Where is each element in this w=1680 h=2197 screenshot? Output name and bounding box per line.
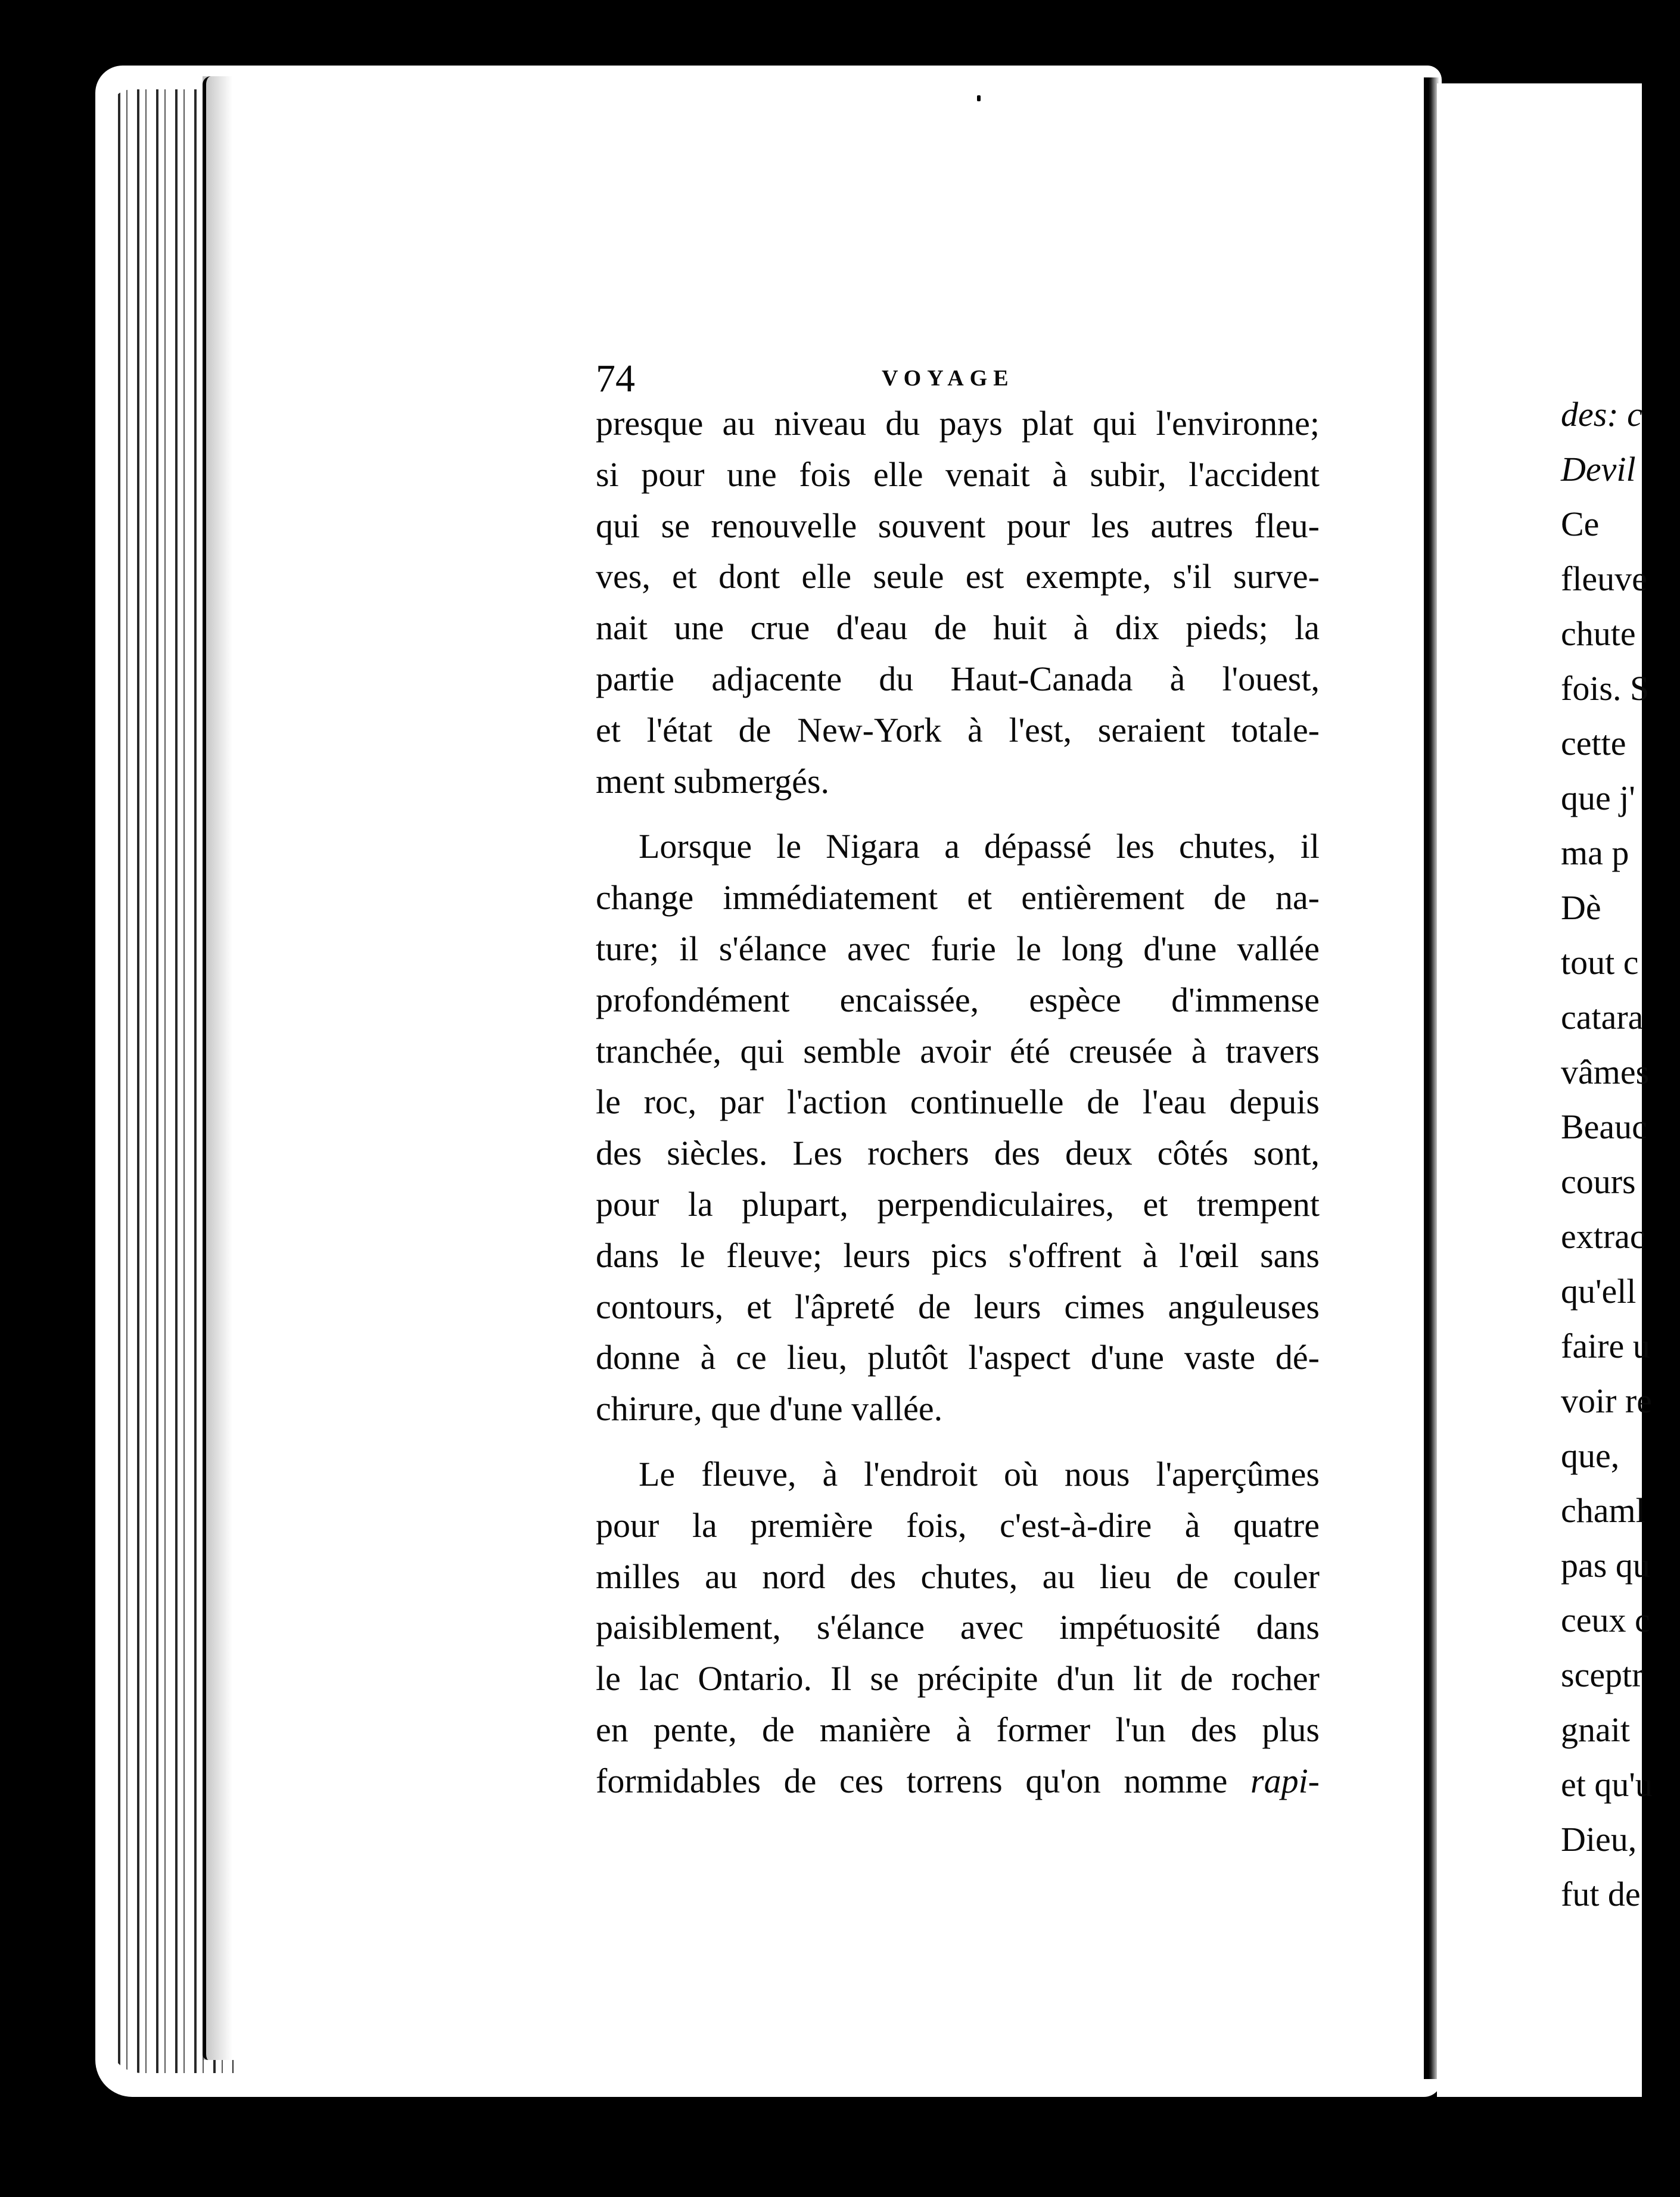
text-line: des siècles. Les rochers des deux côtés sont, [596, 1134, 1320, 1173]
left-page-text [596, 355, 1320, 1821]
text-line: et l'état de New-York à l'est, seraient totale- [596, 710, 1320, 749]
text-line: dans le fleuve; leurs pics s'offrent à l'œil sans [596, 1236, 1320, 1275]
left-page-shadow [203, 76, 232, 2060]
right-page-line: vâmes [1561, 1053, 1650, 1091]
right-page-line: sceptr [1561, 1655, 1644, 1694]
right-page-line: Beauc [1561, 1107, 1647, 1146]
text-line: ves, et dont elle seule est exempte, s'il surve- [596, 557, 1320, 596]
text-line: paisiblement, s'élance avec impétuosité dans [596, 1608, 1320, 1647]
text-line: si pour une fois elle venait à subir, l'accident [596, 455, 1320, 494]
text-line: tranchée, qui semble avoir été creusée à travers [596, 1031, 1320, 1071]
italic-word: rapi- [1250, 1761, 1320, 1800]
text-line: le roc, par l'action continuelle de l'eau depuis [596, 1082, 1320, 1122]
page-number: 74 [596, 357, 635, 400]
right-page-line: pas qu [1561, 1546, 1650, 1585]
right-page-line: et qu'u [1561, 1765, 1653, 1804]
paragraph [596, 1449, 1320, 1807]
right-page-line: cours [1561, 1162, 1636, 1201]
text-line: nait une crue d'eau de huit à dix pieds; la [596, 608, 1320, 648]
right-page-line: extrac [1561, 1217, 1645, 1256]
right-page-line: fleuve [1561, 559, 1647, 598]
running-head [596, 355, 1320, 409]
text-line: Lorsque le Nigara a dépassé les chutes, il [639, 827, 1320, 866]
right-page-line: voir re [1561, 1381, 1652, 1420]
text-line: ment submergés. [596, 761, 829, 801]
text-line: milles au nord des chutes, au lieu de couler [596, 1557, 1320, 1596]
text-line: Le fleuve, à l'endroit où nous l'aperçûmes [639, 1454, 1320, 1493]
text-line: qui se renouvelle souvent pour les autres fleu- [596, 506, 1320, 545]
text-line: ture; il s'élance avec furie le long d'une vallée [596, 929, 1320, 968]
right-page-line: chaml [1561, 1491, 1645, 1530]
right-page-line: ceux c [1561, 1601, 1650, 1639]
text-line: presque au niveau du pays plat qui l'environne; [596, 404, 1320, 443]
text-line: contours, et l'âpreté de leurs cimes anguleuses [596, 1287, 1320, 1326]
page-header-title: VOYAGE [882, 366, 1015, 391]
text-line: donne à ce lieu, plutôt l'aspect d'une vaste dé- [596, 1338, 1320, 1377]
right-page-line: Dieu, [1561, 1820, 1637, 1859]
right-page-line: fut de [1561, 1875, 1641, 1913]
text-line: formidables de ces torrens qu'on nomme rapi- [596, 1761, 1320, 1800]
ink-speck [977, 95, 981, 101]
paragraph [596, 821, 1320, 1434]
right-page-line: que j' [1561, 779, 1635, 817]
text-line: pour la première fois, c'est-à-dire à quatre [596, 1505, 1320, 1545]
text-line: profondément encaissée, espèce d'immense [596, 980, 1320, 1019]
right-page-line: que, [1561, 1436, 1620, 1475]
right-page-line: chute [1561, 614, 1636, 653]
right-page-line: qu'ell [1561, 1272, 1637, 1311]
text-line: en pente, de manière à former l'un des plus [596, 1710, 1320, 1749]
right-page-line: Devil [1561, 450, 1636, 488]
text-line: chirure, que d'une vallée. [596, 1389, 943, 1429]
right-page-line: gnait [1561, 1710, 1630, 1749]
text-line: change immédiatement et entièrement de na- [596, 878, 1320, 917]
right-page-line: faire u [1561, 1327, 1650, 1365]
paragraph [596, 398, 1320, 807]
text-line: pour la plupart, perpendiculaires, et trempent [596, 1184, 1320, 1224]
right-page-text [1561, 387, 1680, 1922]
right-page-line: fois. S [1561, 669, 1650, 708]
right-page-line: Dè [1561, 888, 1601, 927]
body-paragraphs [596, 398, 1320, 1807]
right-page-line: ma p [1561, 833, 1629, 872]
text-line: le lac Ontario. Il se précipite d'un lit de rocher [596, 1659, 1320, 1698]
right-page-line: Ce [1561, 505, 1600, 543]
text-line: partie adjacente du Haut-Canada à l'ouest, [596, 659, 1320, 698]
right-page-line: cette [1561, 724, 1626, 763]
right-page-line: tout c [1561, 943, 1639, 982]
right-page-line: catara [1561, 998, 1644, 1037]
right-page-line: des: c [1561, 395, 1642, 434]
